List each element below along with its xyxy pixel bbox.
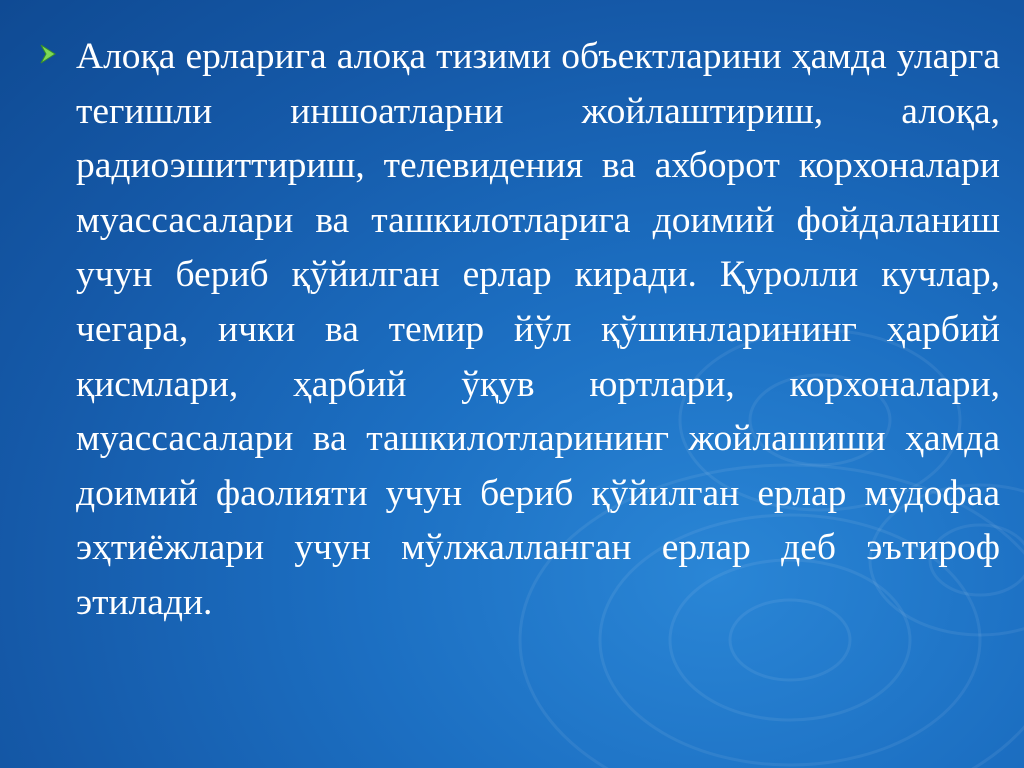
arrowhead-bullet-icon: [38, 42, 58, 66]
slide-body-text: Алоқа ерларига алоқа тизими объектларини ҳамда уларга тегишли иншоатларни жойлаштириш, алоқа, радиоэшиттириш, телевидения ва ахборот корхоналари муассасалари ва ташкилотларига доимий фойдаланиш учун бериб қўйилган ерлар киради. Қуролли кучлар, чегара, ички ва темир йўл қўшинларининг ҳарбий қисмлари, ҳарбий ўқув юртлари, корхоналари, муассасалари ва ташкилотларининг жойлашиши ҳамда доимий фаолияти учун бериб қўйилган ерлар мудофаа эҳтиёжлари учун мўлжалланган ерлар деб эътироф этилади.: [76, 36, 1000, 623]
